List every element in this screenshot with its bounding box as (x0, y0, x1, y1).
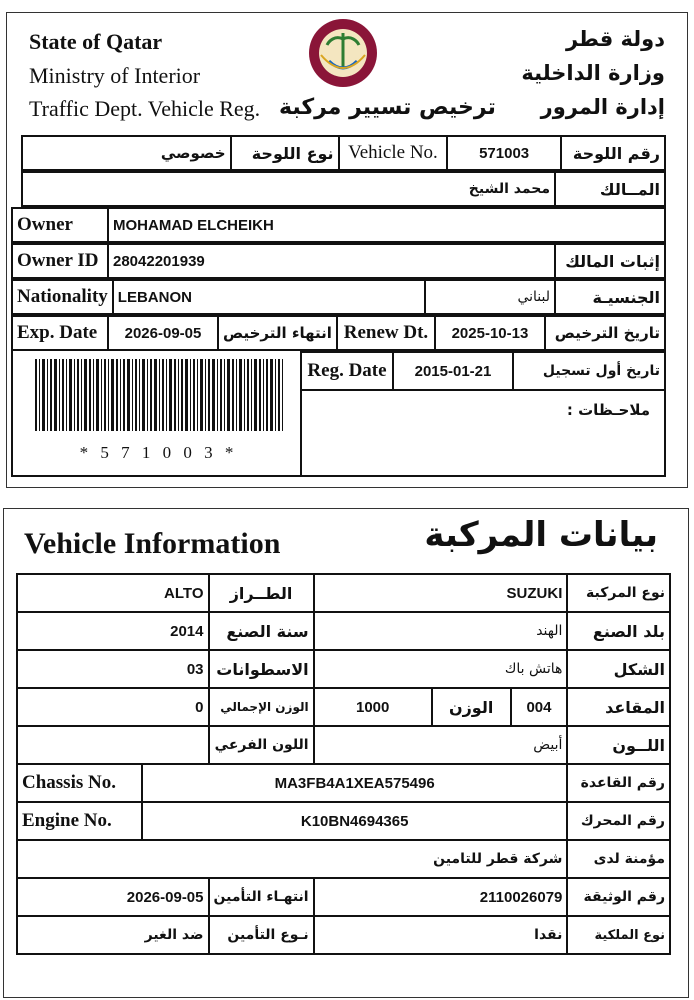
insurance-type-value: ضد الغير (17, 916, 209, 954)
weight-label: الوزن (432, 688, 511, 726)
weight-value: 1000 (314, 688, 432, 726)
owner-value-ar: محمد الشيخ (22, 172, 555, 206)
header-ar-title: ترخيص تسيير مركبة (279, 95, 496, 120)
engine-label-ar: رقم المحرك (567, 802, 670, 840)
chassis-label: Chassis No. (17, 764, 142, 802)
reg-date-label: Reg. Date (301, 352, 393, 390)
ownership-value: نقدا (314, 916, 568, 954)
vehicle-info-title-ar: بيانات المركبة (424, 515, 658, 555)
owner-value: MOHAMAD ELCHEIKH (108, 208, 665, 242)
model-label: الطــراز (209, 574, 314, 612)
color-value: أبيض (314, 726, 568, 764)
shape-label: الشكل (567, 650, 670, 688)
qatar-emblem-icon (307, 17, 379, 89)
notes-label: ملاحـظات : (566, 401, 650, 419)
header-ar-line1: دولة قطر (565, 27, 665, 51)
policy-row (17, 878, 670, 916)
insurance-exp-value: 2026-09-05 (17, 878, 209, 916)
barcode-box (11, 351, 302, 477)
policy-label: رقم الوثيقة (567, 878, 670, 916)
vehicle-info-title: Vehicle Information (24, 527, 281, 560)
vehicle-registration-card (6, 12, 688, 488)
owner-ar-row (21, 171, 666, 207)
chassis-label-ar: رقم القاعدة (567, 764, 670, 802)
vehicle-no-label: Vehicle No. (339, 136, 448, 170)
color-label: اللــون (567, 726, 670, 764)
model-row (17, 574, 670, 612)
owner-id-row (11, 243, 666, 279)
vehicle-no-value: 571003 (447, 136, 560, 170)
plate-type-label: نوع اللوحة (231, 136, 339, 170)
plate-type-value: خصوصي (22, 136, 231, 170)
reg-date-row (300, 351, 666, 391)
insurance-type-label: نـوع التأمين (209, 916, 314, 954)
year-row (17, 612, 670, 650)
nationality-label: Nationality (12, 280, 113, 314)
insurance-type-row (17, 916, 670, 954)
barcode-text: * 5 7 1 0 0 3 * (79, 443, 238, 462)
nationality-label-ar: الجنسيـة (555, 280, 665, 314)
engine-label: Engine No. (17, 802, 142, 840)
exp-date-label: Exp. Date (12, 316, 108, 350)
owner-id-value: 28042201939 (108, 244, 555, 278)
dates-row (11, 315, 666, 351)
header-en-line2: Ministry of Interior (29, 63, 201, 88)
gross-weight-value: 0 (17, 688, 209, 726)
make-value: SUZUKI (314, 574, 568, 612)
weight-row (17, 688, 670, 726)
ownership-label: نوع الملكية (567, 916, 670, 954)
cylinders-row (17, 650, 670, 688)
engine-row (17, 802, 670, 840)
header-en-line1: State of Qatar (29, 29, 163, 54)
barcode-icon (35, 359, 283, 431)
exp-date-label-ar: انتهاء الترخيص (218, 316, 337, 350)
reg-date-value: 2015-01-21 (393, 352, 513, 390)
chassis-value: MA3FB4A1XEA575496 (142, 764, 567, 802)
vehicle-info-table (16, 573, 671, 955)
seats-value: 004 (511, 688, 568, 726)
policy-value: 2110026079 (314, 878, 568, 916)
exp-date-value: 2026-09-05 (108, 316, 218, 350)
header-ar-line3: إدارة المرور (540, 95, 665, 119)
cylinders-value: 03 (17, 650, 209, 688)
reg-date-label-ar: تاريخ أول تسجيل (513, 352, 665, 390)
insured-label: مؤمنة لدى (567, 840, 670, 878)
owner-label: Owner (12, 208, 108, 242)
nationality-value: LEBANON (113, 280, 425, 314)
country-label: بلد الصنع (567, 612, 670, 650)
gross-weight-label: الوزن الإجمالي (209, 688, 314, 726)
nationality-value-ar: لبناني (425, 280, 555, 314)
insurance-exp-label: انتهـاء التأمين (209, 878, 314, 916)
owner-label-ar: المــالك (555, 172, 665, 206)
model-value: ALTO (17, 574, 209, 612)
shape-value: هاتش باك (314, 650, 568, 688)
owner-row (11, 207, 666, 243)
engine-value: K10BN4694365 (142, 802, 567, 840)
chassis-row (17, 764, 670, 802)
sub-color-value (17, 726, 209, 764)
renew-label-ar: تاريخ الترخيص (545, 316, 665, 350)
header-en-line3: Traffic Dept. Vehicle Reg. (29, 96, 261, 121)
notes-box (300, 389, 666, 477)
year-value: 2014 (17, 612, 209, 650)
country-value: الهند (314, 612, 568, 650)
renew-label: Renew Dt. (337, 316, 435, 350)
owner-id-label-ar: إثبات المالك (555, 244, 665, 278)
header-ar-line2: وزارة الداخلية (521, 61, 665, 85)
vehicle-information-card (3, 508, 689, 998)
sub-color-label: اللون الفرعي (209, 726, 314, 764)
plate-no-label: رقم اللوحة (561, 136, 665, 170)
insured-value: شركة قطر للتامين (17, 840, 567, 878)
seats-label: المقاعد (567, 688, 670, 726)
renew-value: 2025-10-13 (435, 316, 545, 350)
make-label: نوع المركبة (567, 574, 670, 612)
color-row (17, 726, 670, 764)
nationality-row (11, 279, 666, 315)
insured-row (17, 840, 670, 878)
plate-row (21, 135, 666, 171)
cylinders-label: الاسطوانات (209, 650, 314, 688)
owner-id-label: Owner ID (12, 244, 108, 278)
year-label: سنة الصنع (209, 612, 314, 650)
